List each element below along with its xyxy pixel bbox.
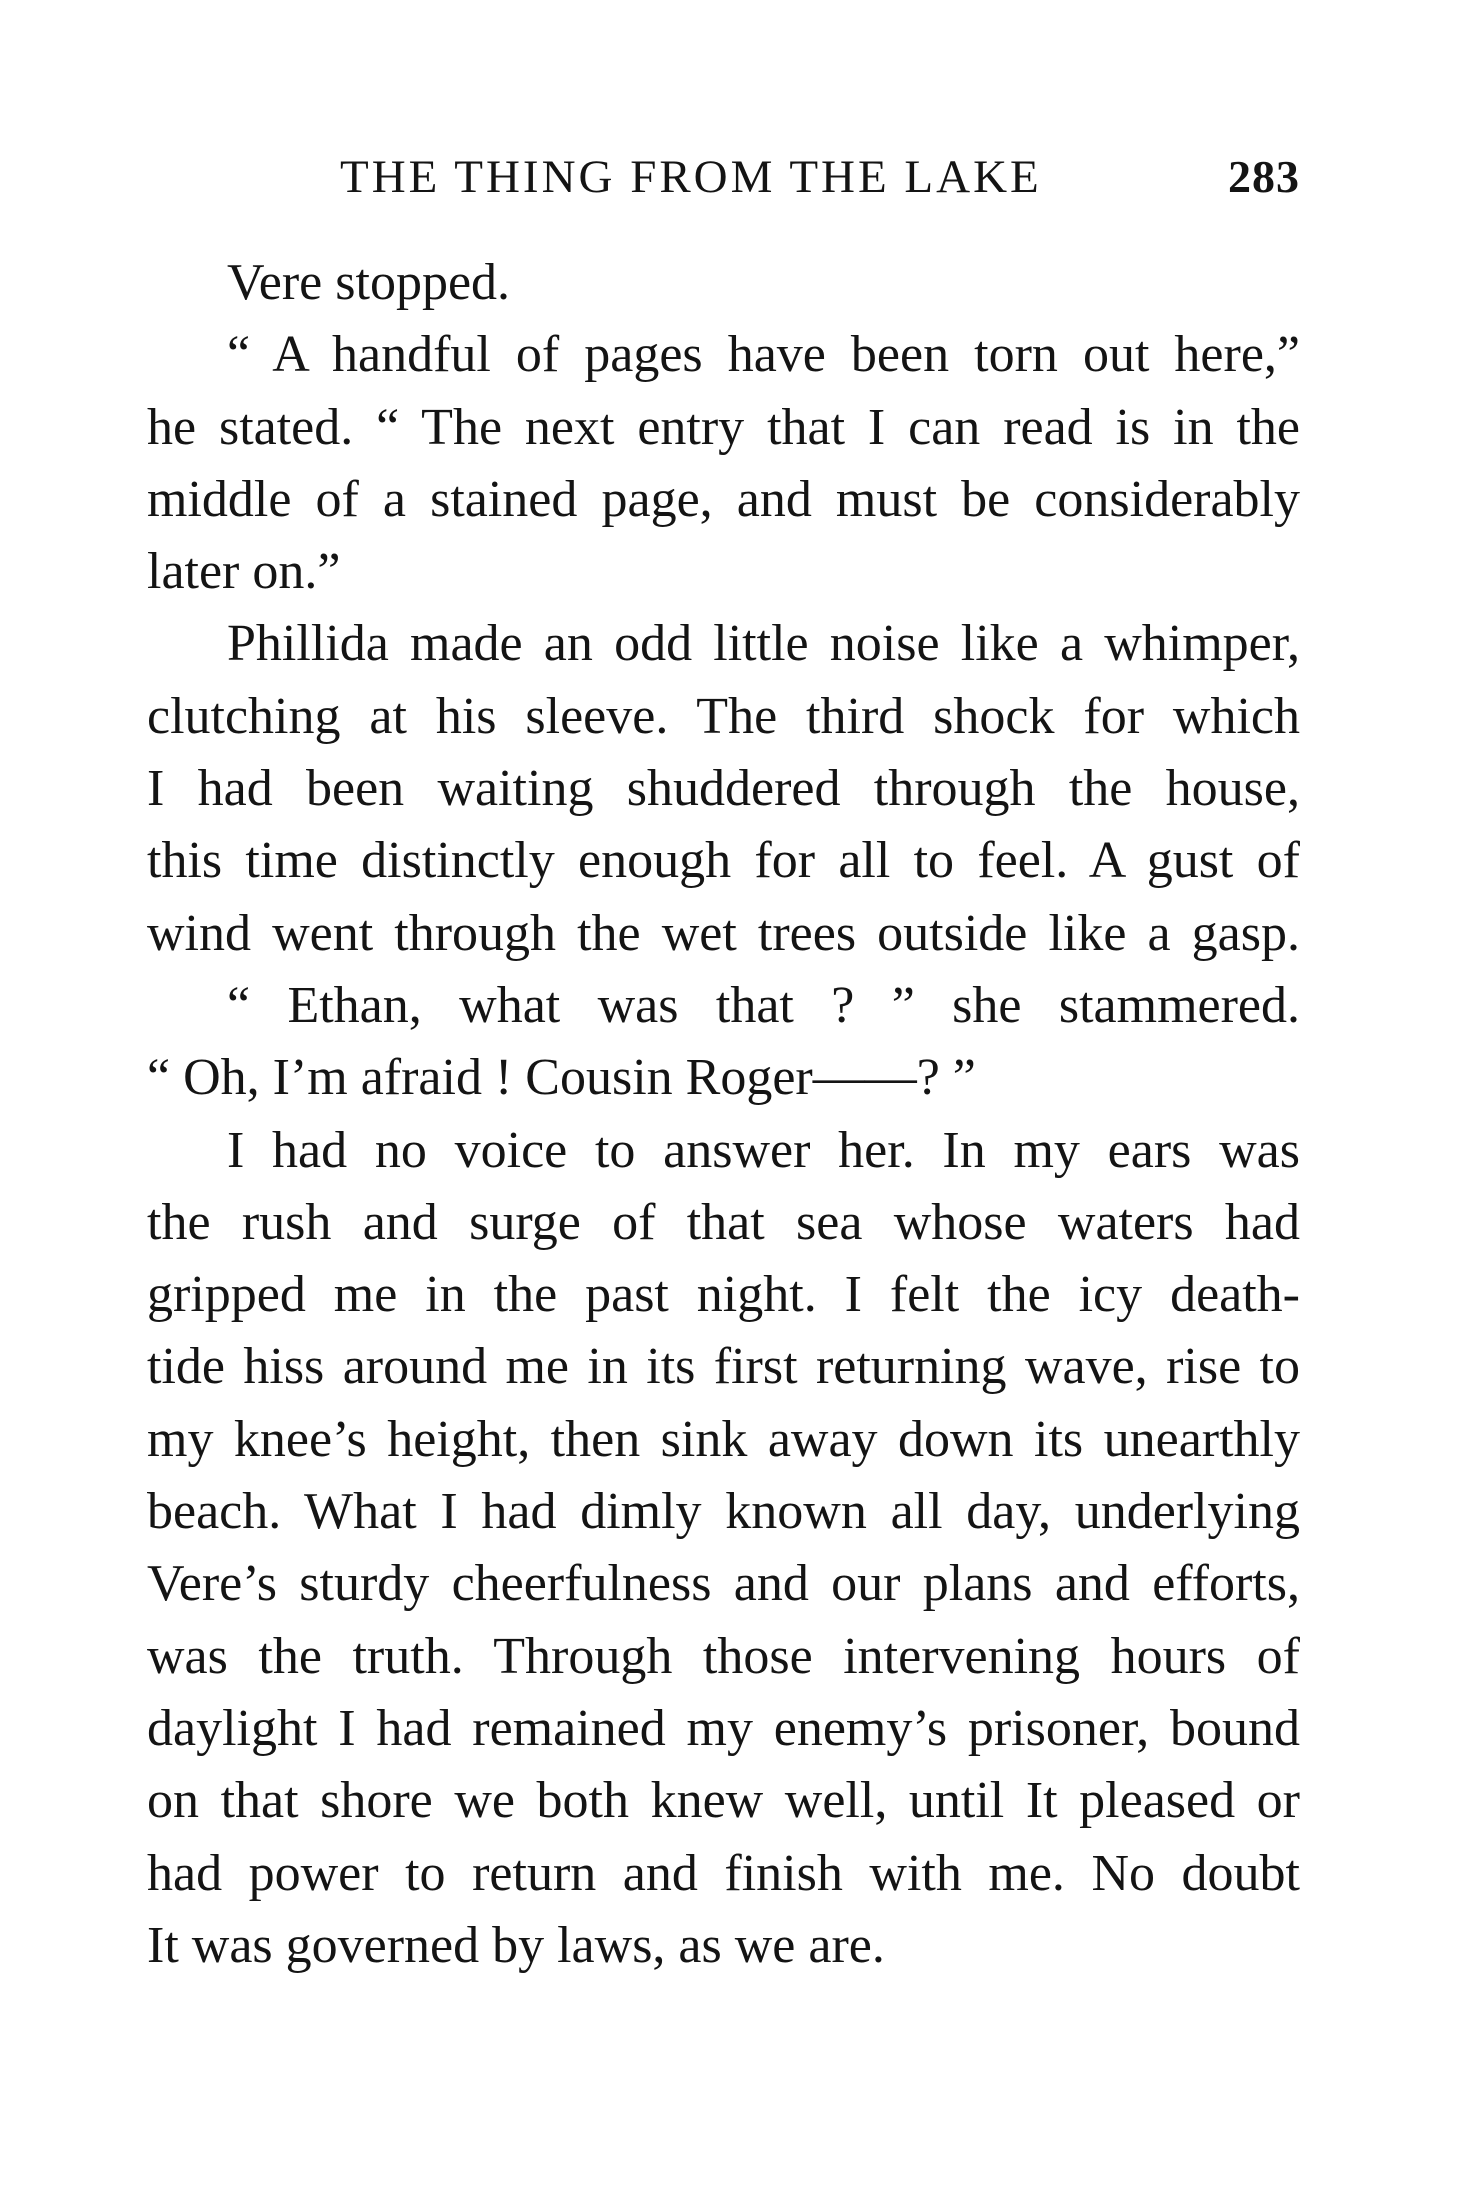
text-line: the rush and surge of that sea whose waters had <box>147 1193 1300 1251</box>
text-line: he stated. “ The next entry that I can read is in the <box>147 398 1300 456</box>
text-line: “ Ethan, what was that ? ” she stammered. <box>227 976 1300 1034</box>
text-line: had power to return and finish with me. No doubt <box>147 1844 1300 1902</box>
text-line: later on.” <box>147 543 341 601</box>
text-line: I had been waiting shuddered through the house, <box>147 760 1300 818</box>
text-line: tide hiss around me in its first returning wave, rise to <box>147 1338 1300 1396</box>
text-line: middle of a stained page, and must be considerably <box>147 470 1300 528</box>
text-line: I had no voice to answer her. In my ears was <box>227 1121 1300 1179</box>
text-line: my knee’s height, then sink away down its unearthly <box>147 1410 1300 1468</box>
page-number: 283 <box>1228 151 1300 202</box>
text-line: Vere’s sturdy cheerfulness and our plans and efforts, <box>147 1555 1300 1613</box>
text-line: Phillida made an odd little noise like a whimper, <box>227 615 1300 673</box>
text-line: was the truth. Through those intervening hours of <box>147 1627 1300 1685</box>
text-line: gripped me in the past night. I felt the icy death- <box>147 1266 1300 1324</box>
text-line: clutching at his sleeve. The third shock for which <box>147 687 1300 745</box>
text-line: on that shore we both knew well, until It pleased or <box>147 1772 1300 1830</box>
text-line: this time distinctly enough for all to feel. A gust of <box>147 832 1300 890</box>
text-line: wind went through the wet trees outside like a gasp. <box>147 904 1300 962</box>
text-line: beach. What I had dimly known all day, underlying <box>147 1483 1300 1541</box>
running-title: THE THING FROM THE LAKE <box>340 151 1042 203</box>
body-text <box>147 247 1300 1982</box>
text-line: daylight I had remained my enemy’s prisoner, bound <box>147 1699 1300 1757</box>
text-line: “ A handful of pages have been torn out here,” <box>227 326 1300 384</box>
text-line: “ Oh, I’m afraid ! Cousin Roger——? ” <box>147 1049 976 1107</box>
text-line: It was governed by laws, as we are. <box>147 1916 885 1974</box>
text-line: Vere stopped. <box>227 254 511 311</box>
running-head <box>150 150 1300 210</box>
